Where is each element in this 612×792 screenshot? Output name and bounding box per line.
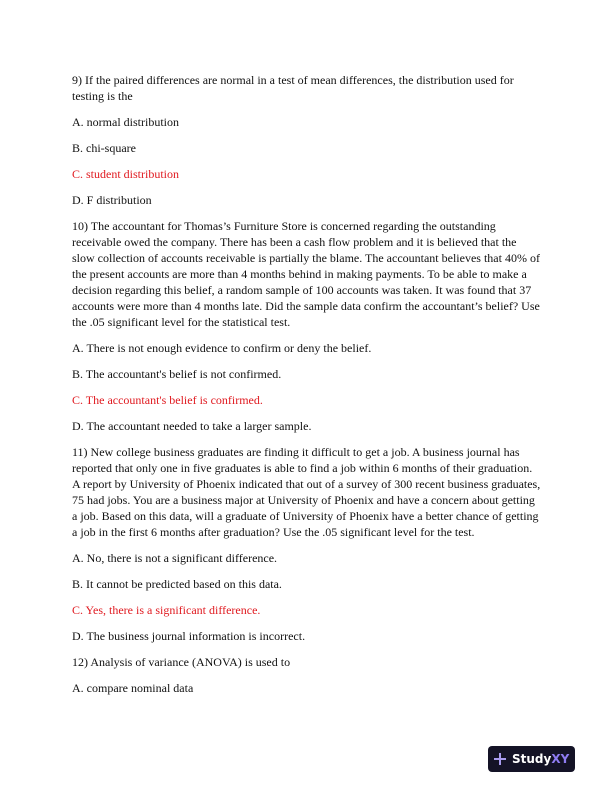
question-11-option-d: D. The business journal information is incorrect. — [72, 629, 306, 643]
question-10-option-a: A. There is not enough evidence to confirm or deny the belief. — [72, 341, 372, 355]
question-12-text: 12) Analysis of variance (ANOVA) is used to — [72, 655, 291, 669]
question-9-option-b: B. chi-square — [72, 141, 136, 155]
question-12-option-a: A. compare nominal data — [72, 681, 194, 695]
plus-icon — [494, 753, 506, 765]
question-11-text: 11) New college business graduates are finding it difficult to get a job. A business journal has reported that only one in five graduates is able to find a job within 6 months of their graduation. A report by University of Phoenix indicated that out of a survey of 300 recent business graduates, 75 had jobs. You are a business major at University of Phoenix and have a concern about getting a job. Based on this data, will a graduate of University of Phoenix have a better chance of getting a job in the first 6 months after graduation? Use the .05 significant level for the test. — [72, 445, 541, 539]
question-10-option-b: B. The accountant's belief is not confirmed. — [72, 367, 282, 381]
question-11-option-a: A. No, there is not a significant difference. — [72, 551, 278, 565]
logo-text-accent: XY — [551, 752, 570, 766]
question-10-option-d: D. The accountant needed to take a larger sample. — [72, 419, 312, 433]
question-10-option-c-correct: C. The accountant's belief is confirmed. — [72, 393, 263, 407]
question-9-option-a: A. normal distribution — [72, 115, 179, 129]
question-11-option-c-correct: C. Yes, there is a significant difference. — [72, 603, 261, 617]
question-10-text: 10) The accountant for Thomas’s Furniture Store is concerned regarding the outstanding receivable owed the company. There has been a cash flow problem and it is believed that the slow collection of accounts receivable is partially the blame. The accountant believes that 40% of the present accounts are more than 4 months behind in making payments. To be able to make a decision regarding this belief, a random sample of 100 accounts was taken. It was found that 37 accounts were more than 4 months late. Did the sample data confirm the accountant’s belief? Use the .05 significant level for the statistical test. — [72, 219, 540, 329]
studyxy-logo[interactable] — [488, 746, 575, 772]
question-9-text: 9) If the paired differences are normal in a test of mean differences, the distribution used for testing is the — [72, 73, 514, 103]
question-9-option-c-correct: C. student distribution — [72, 167, 180, 181]
question-9-option-d: D. F distribution — [72, 193, 152, 207]
document-page — [72, 72, 542, 706]
logo-text-main: Study — [512, 752, 552, 766]
question-11-option-b: B. It cannot be predicted based on this data. — [72, 577, 282, 591]
